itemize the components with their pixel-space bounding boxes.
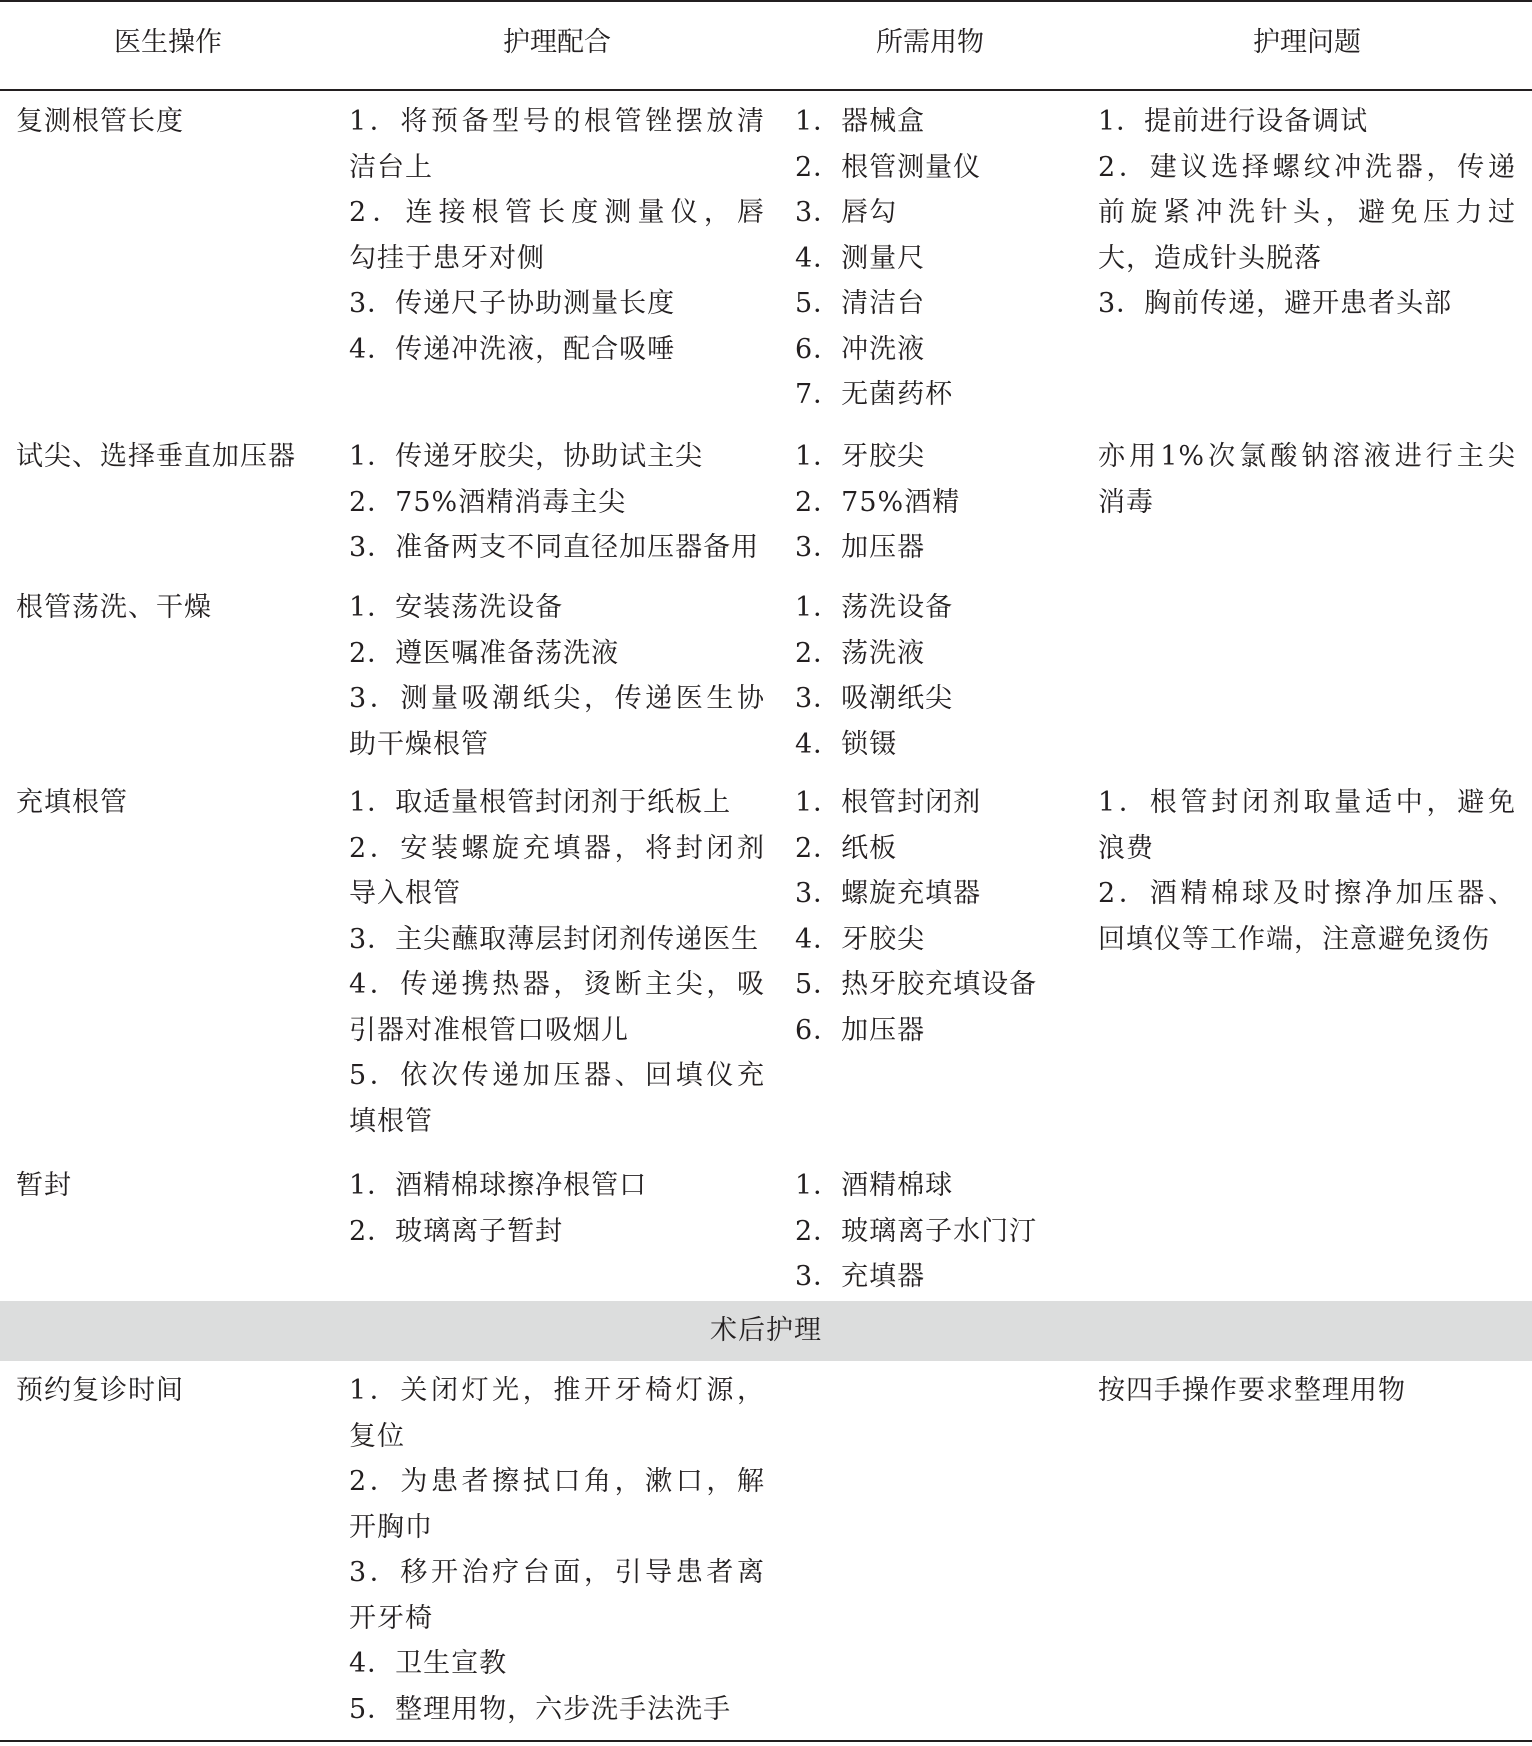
cell-line: 1．根管封闭剂 [795, 787, 982, 818]
cell-line: 2．酒精棉球及时擦净加压器、 [1098, 878, 1516, 909]
cell-line: 5．整理用物，六步洗手法洗手 [349, 1693, 732, 1725]
cell-line: 3．螺旋充填器 [795, 878, 982, 909]
cell-line: 1．牙胶尖 [795, 441, 926, 472]
cell-line: 复位 [349, 1420, 405, 1452]
cell-doctor-operation [16, 585, 336, 631]
cell-required-supplies [795, 585, 1075, 767]
cell-line: 1．将预备型号的根管锉摆放清 [349, 106, 765, 137]
cell-nursing-cooperation [349, 585, 765, 767]
cell-line: 4．锁镊 [795, 728, 898, 760]
cell-line: 消毒 [1098, 486, 1154, 518]
cell-nursing-problems [1098, 1368, 1516, 1414]
cell-nursing-problems [1098, 434, 1516, 525]
cell-line: 按四手操作要求整理用物 [1098, 1375, 1406, 1406]
cell-line: 3．主尖蘸取薄层封闭剂传递医生 [349, 923, 760, 955]
column-header-doctor-operation: 医生操作 [114, 27, 222, 58]
cell-line: 浪费 [1098, 832, 1154, 864]
cell-line: 预约复诊时间 [16, 1375, 184, 1406]
cell-line: 2．纸板 [795, 832, 898, 864]
cell-doctor-operation [16, 1368, 336, 1414]
cell-required-supplies [795, 434, 1075, 571]
cell-doctor-operation [16, 99, 336, 145]
cell-line: 2．遵医嘱准备荡洗液 [349, 637, 620, 669]
cell-required-supplies [795, 99, 1075, 418]
cell-required-supplies [795, 780, 1075, 1053]
cell-line: 2．安装螺旋充填器，将封闭剂 [349, 832, 765, 864]
cell-line: 3．加压器 [795, 532, 926, 563]
table-header-rule [0, 89, 1532, 91]
cell-line: 7．无菌药杯 [795, 379, 954, 410]
cell-line: 引器对准根管口吸烟儿 [349, 1014, 629, 1046]
cell-line: 3．准备两支不同直径加压器备用 [349, 532, 760, 563]
cell-line: 6．冲洗液 [795, 333, 926, 365]
cell-line: 导入根管 [349, 878, 461, 909]
cell-line: 1．关闭灯光，推开牙椅灯源， [349, 1375, 765, 1406]
cell-line: 2．建议选择螺纹冲洗器，传递 [1098, 151, 1516, 183]
cell-required-supplies [795, 1163, 1075, 1300]
cell-line: 大，造成针头脱落 [1098, 242, 1322, 274]
cell-line: 亦用1%次氯酸钠溶液进行主尖 [1098, 441, 1516, 472]
cell-line: 1．取适量根管封闭剂于纸板上 [349, 787, 732, 818]
column-header-nursing-cooperation: 护理配合 [503, 27, 611, 58]
cell-line: 2．玻璃离子水门汀 [795, 1215, 1038, 1247]
cell-line: 充填根管 [16, 787, 128, 818]
cell-doctor-operation [16, 780, 336, 826]
cell-line: 4．传递携热器，烫断主尖，吸 [349, 969, 765, 1000]
cell-nursing-cooperation [349, 780, 765, 1144]
cell-line: 4．牙胶尖 [795, 923, 926, 955]
cell-line: 1．酒精棉球擦净根管口 [349, 1170, 648, 1201]
cell-line: 3．测量吸潮纸尖，传递医生协 [349, 683, 765, 714]
cell-line: 暂封 [16, 1170, 72, 1201]
cell-nursing-problems [1098, 780, 1516, 962]
cell-doctor-operation [16, 1163, 336, 1209]
cell-line: 3．充填器 [795, 1261, 926, 1292]
cell-line: 2．75%酒精消毒主尖 [349, 486, 627, 518]
cell-line: 开牙椅 [349, 1602, 433, 1634]
cell-line: 开胸巾 [349, 1511, 433, 1543]
cell-nursing-cooperation [349, 1163, 765, 1254]
cell-line: 试尖、选择垂直加压器 [16, 441, 296, 472]
cell-line: 3．移开治疗台面，引导患者离 [349, 1557, 765, 1588]
cell-line: 洁台上 [349, 151, 433, 183]
cell-line: 前旋紧冲洗针头，避免压力过 [1098, 197, 1516, 228]
cell-nursing-cooperation [349, 1368, 765, 1732]
table-bottom-rule [0, 1740, 1532, 1742]
cell-line: 1．酒精棉球 [795, 1170, 954, 1201]
cell-line: 3．胸前传递，避开患者头部 [1098, 288, 1453, 319]
cell-line: 3．吸潮纸尖 [795, 683, 954, 714]
cell-line: 1．根管封闭剂取量适中，避免 [1098, 787, 1516, 818]
cell-line: 勾挂于患牙对侧 [349, 242, 545, 274]
cell-line: 填根管 [349, 1105, 433, 1137]
cell-line: 1．安装荡洗设备 [349, 592, 564, 623]
cell-line: 4．测量尺 [795, 242, 926, 274]
cell-line: 2．玻璃离子暂封 [349, 1215, 564, 1247]
cell-line: 回填仪等工作端，注意避免烫伤 [1098, 923, 1490, 955]
cell-line: 复测根管长度 [16, 106, 184, 137]
cell-line: 3．传递尺子协助测量长度 [349, 288, 676, 319]
cell-line: 4．传递冲洗液，配合吸唾 [349, 333, 676, 365]
cell-line: 根管荡洗、干燥 [16, 592, 212, 623]
column-header-required-supplies: 所需用物 [876, 27, 984, 58]
cell-line: 2．根管测量仪 [795, 151, 982, 183]
cell-nursing-cooperation [349, 99, 765, 372]
cell-line: 6．加压器 [795, 1014, 926, 1046]
cell-doctor-operation [16, 434, 336, 480]
cell-line: 2．荡洗液 [795, 637, 926, 669]
column-header-nursing-problems: 护理问题 [1253, 27, 1361, 58]
cell-line: 5．清洁台 [795, 288, 926, 319]
cell-line: 2．75%酒精 [795, 486, 961, 518]
cell-line: 1．器械盒 [795, 106, 926, 137]
cell-line: 3．唇勾 [795, 197, 898, 228]
cell-line: 1．传递牙胶尖，协助试主尖 [349, 441, 704, 472]
cell-line: 4．卫生宣教 [349, 1648, 508, 1679]
cell-line: 5．依次传递加压器、回填仪充 [349, 1060, 765, 1091]
cell-nursing-cooperation [349, 434, 765, 571]
cell-line: 5．热牙胶充填设备 [795, 969, 1038, 1000]
cell-line: 2．为患者擦拭口角，漱口，解 [349, 1466, 765, 1497]
table-top-rule [0, 0, 1532, 2]
cell-line: 2．连接根管长度测量仪，唇 [349, 197, 765, 228]
cell-line: 1．提前进行设备调试 [1098, 106, 1369, 137]
cell-nursing-problems [1098, 99, 1516, 327]
cell-line: 助干燥根管 [349, 728, 489, 760]
section-title-post-op-care: 术后护理 [710, 1315, 822, 1346]
cell-line: 1．荡洗设备 [795, 592, 954, 623]
